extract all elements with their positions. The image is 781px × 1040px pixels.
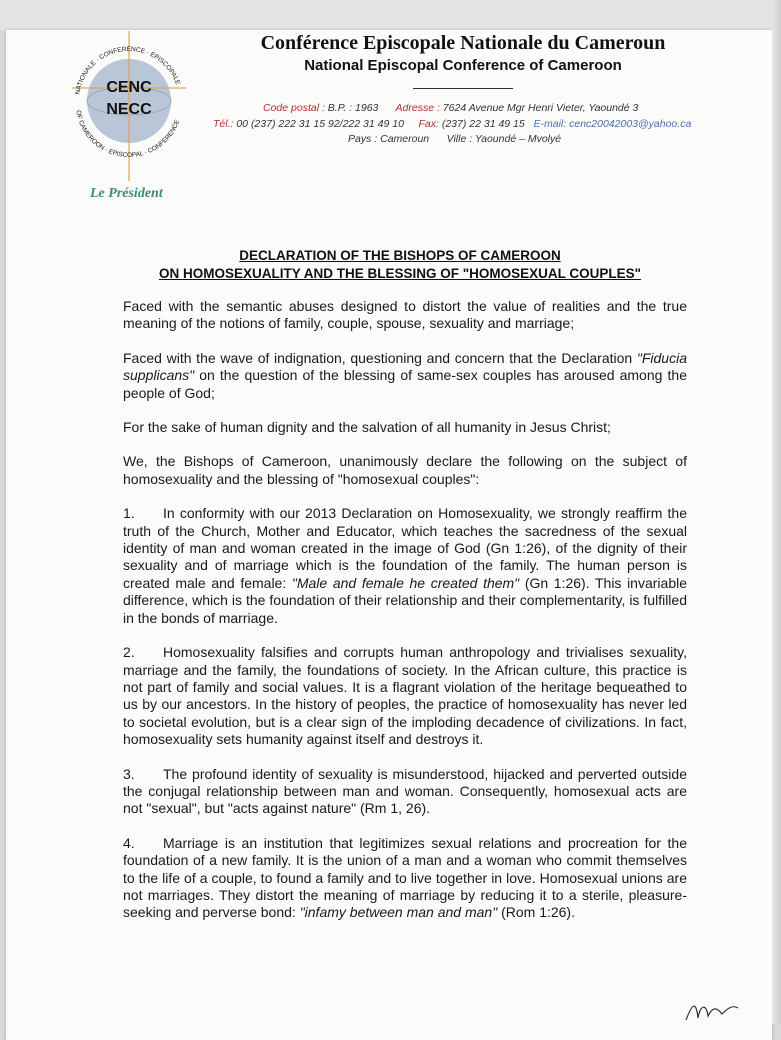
- logo-ring-top-text: NATIONALE · CONFERENCE · EPISCOPALE: [74, 45, 182, 96]
- header-rule: [413, 88, 513, 89]
- org-name-french: Conférence Episcopale Nationale du Cameroun: [260, 32, 666, 54]
- page-edge-shadow: [772, 0, 781, 1024]
- org-name-english: National Episcopal Conference of Cameroon: [304, 57, 622, 74]
- tel-label: Tél.:: [213, 118, 234, 130]
- address-value: 7624 Avenue Mgr Henri Vieter, Yaoundé 3: [442, 102, 639, 114]
- point-number: 4.: [123, 834, 135, 851]
- postal-label: Code postal :: [263, 102, 325, 114]
- point-number: 1.: [123, 505, 135, 522]
- cenc-logo: [64, 26, 194, 186]
- genesis-quote: "Male and female he created them": [291, 574, 520, 591]
- point-1-text-b: (Gn 1:26). This invariable difference, which is the foundation of their relationship and their complementarity, is fulfilled in the bonds of marriage.: [123, 574, 687, 626]
- point-2-text: Homosexuality falsifies and corrupts human anthropology and trivialises sexuality, marriage and the family, the foundations of society. In the African culture, this practice is not part of family and social values. It is a flagrant violation of the heritage bequeathed to us by our ancestors. In the history of peoples, the practice of homosexuality has never led to societal evolution, but is a clear sign of the imploding decadence of civilizations. In fact, homosexuality sets humanity against itself and destroys it.: [123, 644, 687, 748]
- point-4-text-a: Marriage is an institution that legitimizes sexual relations and procreation for the foundation of a new family. It is the union of a man and a woman who commit themselves to the life of a couple, to found a family and to live together in love. Homosexual unions are not marriages. They distort the meaning of marriage by reducing it to a sterile, pleasure-seeking and perverse bond:: [123, 834, 687, 921]
- country-label: Pays :: [348, 133, 378, 145]
- fax-value: (237) 22 31 49 15: [441, 118, 525, 130]
- paragraph-2-text-a: Faced with the wave of indignation, questioning and concern that the Declaration: [123, 349, 637, 366]
- tel-value: 00 (237) 222 31 15 92/222 31 49 10: [236, 118, 404, 130]
- contact-line-3: [348, 133, 561, 145]
- paragraph-3: For the sake of human dignity and the salvation of all humanity in Jesus Christ;: [123, 419, 611, 436]
- contact-line-1: [263, 102, 638, 114]
- point-number: 3.: [123, 765, 135, 782]
- paragraph-2: [123, 350, 687, 402]
- country-value: Cameroun: [380, 133, 430, 145]
- point-4-text-b: (Rom 1:26).: [497, 904, 575, 921]
- title-line-2: ON HOMOSEXUALITY AND THE BLESSING OF "HOMOSEXUAL COUPLES": [158, 266, 642, 281]
- handwritten-initials: [682, 994, 742, 1024]
- paragraph-4: We, the Bishops of Cameroon, unanimously declare the following on the subject of homosexuality and the blessing of "homosexual couples":: [123, 453, 687, 487]
- numbered-point-1: [123, 505, 687, 627]
- contact-line-2: [213, 118, 691, 130]
- logo-acronym-fr: CENC: [106, 79, 152, 96]
- numbered-point-4: [123, 835, 687, 922]
- declaration-title: [120, 247, 680, 283]
- point-3-text: The profound identity of sexuality is misunderstood, hijacked and perverted outside the conjugal relationship between man and woman. Consequently, homosexual acts are not "sexual", but "acts against nature" (Rm 1, 26).: [123, 765, 687, 817]
- fiducia-supplicans-citation: "Fiducia supplicans": [123, 349, 687, 384]
- address-label: Adresse :: [395, 102, 440, 114]
- romans-quote: "infamy between man and man": [299, 904, 498, 921]
- paragraph-1: Faced with the semantic abuses designed to distort the value of realities and the true meaning of the notions of family, couple, spouse, sexuality and marriage;: [123, 298, 687, 332]
- president-signature-title: Le Président: [90, 186, 163, 201]
- postal-value: B.P. : 1963: [327, 102, 379, 114]
- logo-acronym-en: NECC: [106, 101, 152, 118]
- fax-label: Fax:: [418, 118, 439, 130]
- city-value: Yaoundé – Mvolyé: [474, 133, 562, 145]
- declaration-body: [123, 298, 687, 939]
- title-line-1: DECLARATION OF THE BISHOPS OF CAMEROON: [239, 248, 561, 263]
- paragraph-2-text-b: on the question of the blessing of same-sex couples has aroused among the people of God;: [123, 367, 687, 401]
- numbered-point-2: [123, 644, 687, 748]
- email-label: E-mail:: [533, 118, 567, 130]
- logo-ring-bottom-text: OF CAMEROON · EPISCOPAL · CONFERENCE: [74, 109, 182, 160]
- numbered-point-3: [123, 766, 687, 818]
- city-label: Ville :: [446, 133, 473, 145]
- email-value: cenc20042003@yahoo.ca: [569, 118, 692, 130]
- point-1-text-a: In conformity with our 2013 Declaration on Homosexuality, we strongly reaffirm the truth of the Church, Mother and Educator, which teaches the sacredness of the sexual identity of man and woman created in the image of God (Gn 1:26), of the dignity of their sexuality and of marriage which is the foundation of the family. The human person is created male and female:: [123, 505, 687, 591]
- point-number: 2.: [123, 644, 135, 661]
